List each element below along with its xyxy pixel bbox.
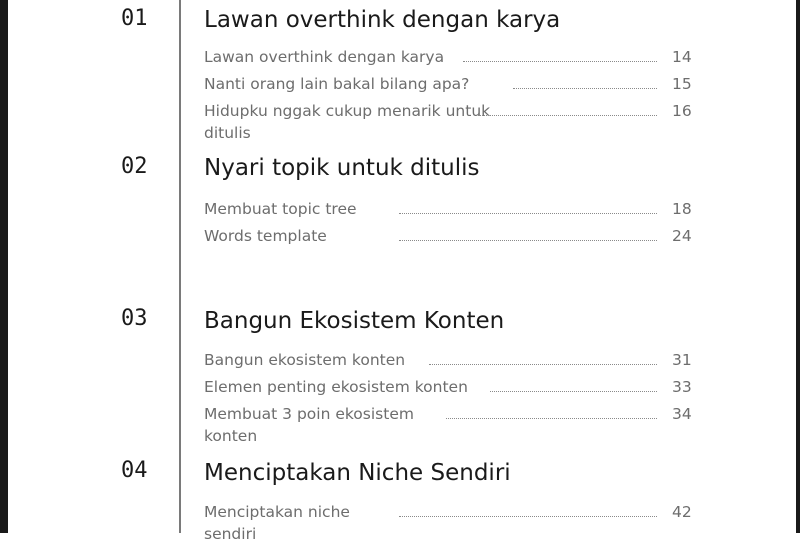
dot-leader bbox=[463, 61, 657, 62]
toc-entry-label: Hidupku nggak cukup menarik untuk ditulis bbox=[204, 102, 491, 142]
toc-entry-page: 24 bbox=[672, 227, 692, 245]
toc-entry-label: Bangun ekosistem konten bbox=[204, 351, 406, 369]
left-page-edge bbox=[0, 0, 8, 533]
chapter-number: 02 bbox=[121, 154, 148, 179]
toc-entry-page: 14 bbox=[672, 48, 692, 66]
toc-entry-label: Words template bbox=[204, 227, 327, 245]
toc-entry-label: Menciptakan niche sendiri bbox=[204, 503, 350, 543]
chapter-title[interactable]: Lawan overthink dengan karya bbox=[204, 7, 561, 33]
dot-leader bbox=[446, 418, 657, 419]
dot-leader bbox=[490, 391, 657, 392]
chapter-title[interactable]: Nyari topik untuk ditulis bbox=[204, 155, 480, 181]
toc-entry-label: Lawan overthink dengan karya bbox=[204, 48, 445, 66]
toc-entry-page: 34 bbox=[672, 405, 692, 423]
toc-entry-label: Membuat 3 poin ekosistem konten bbox=[204, 405, 414, 445]
chapter-number: 01 bbox=[121, 6, 148, 31]
toc-entry-label: Elemen penting ekosistem konten bbox=[204, 378, 468, 396]
chapter-title[interactable]: Bangun Ekosistem Konten bbox=[204, 308, 505, 334]
right-page-edge bbox=[796, 0, 800, 533]
toc-entry-page: 31 bbox=[672, 351, 692, 369]
chapter-number: 03 bbox=[121, 306, 148, 331]
toc-entry-page: 15 bbox=[672, 75, 692, 93]
dot-leader bbox=[399, 213, 657, 214]
toc-entry-label: Nanti orang lain bakal bilang apa? bbox=[204, 75, 470, 93]
toc-entry-page: 42 bbox=[672, 503, 692, 521]
toc-entry-page: 33 bbox=[672, 378, 692, 396]
dot-leader bbox=[399, 516, 657, 517]
dot-leader bbox=[478, 115, 657, 116]
vertical-divider bbox=[179, 0, 181, 533]
dot-leader bbox=[399, 240, 657, 241]
dot-leader bbox=[513, 88, 657, 89]
chapter-number: 04 bbox=[121, 458, 148, 483]
toc-entry-label: Membuat topic tree bbox=[204, 200, 357, 218]
toc-entry-page: 16 bbox=[672, 102, 692, 120]
toc-entry-page: 18 bbox=[672, 200, 692, 218]
chapter-title[interactable]: Menciptakan Niche Sendiri bbox=[204, 460, 511, 486]
dot-leader bbox=[429, 364, 657, 365]
